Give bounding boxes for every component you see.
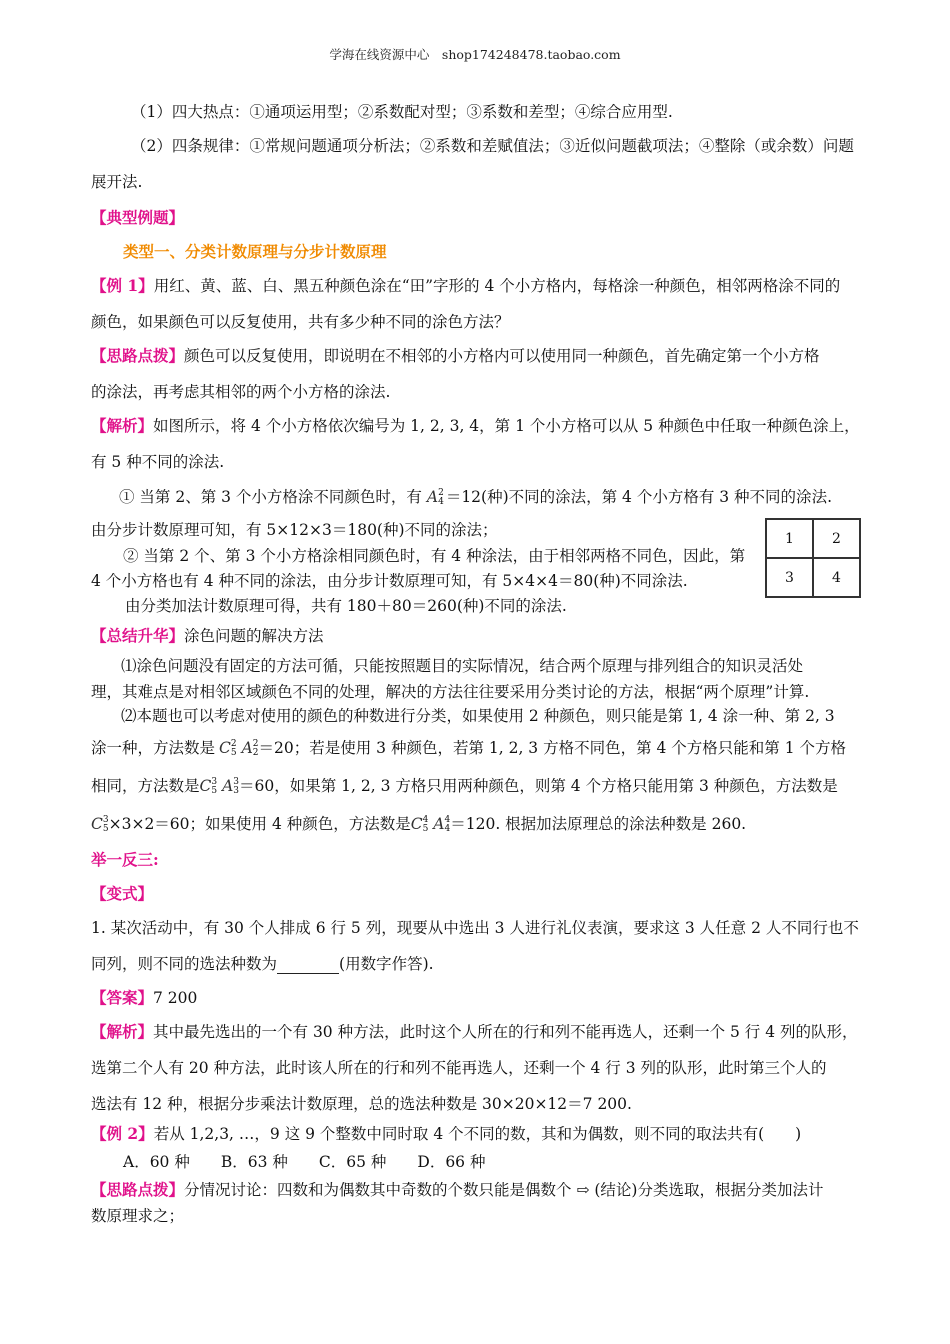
hint-tag: 【思路点拨】 xyxy=(91,346,185,365)
solution-tag: 【解析】 xyxy=(91,1022,154,1041)
summary-2: ⑵本题也可以考虑对使用的颜色的种数进行分类，如果使用 2 种颜色，则只能是第 1, 4 涂一种、第 2, 3 xyxy=(121,707,835,725)
solution-2-cont: 选法有 12 种，根据分步乘法计数原理，总的选法种数是 30×20×12＝7 200. xyxy=(91,1095,632,1113)
hint-1: 【思路点拨】颜色可以反复使用，即说明在不相邻的小方格内可以使用同一种颜色，首先确定第一个小方格 xyxy=(91,346,820,365)
section-title: 【典型例题】 xyxy=(91,208,185,227)
example-tag: 【例 1】 xyxy=(91,276,154,295)
case-2: ② 当第 2 个、第 3 个小方格涂相同颜色时，有 4 种涂法，由于相邻两格不同色，因此，第 xyxy=(123,547,746,565)
practice-heading: 举一反三: xyxy=(91,850,159,869)
solution-2-cont: 选第二个人有 20 种方法，此时该人所在的行和列不能再选人，还剩一个 4 行 3 列的队形，此时第三个人的 xyxy=(91,1059,827,1077)
summary-2-b: 涂一种，方法数是 C 2 5 A 2 2 ＝20；若是使用 3 种颜色，若第 1, 2, 3 方格不同色，第 4 个方格只能和第 1 个方格 xyxy=(91,739,847,758)
hint-tag: 【思路点拨】 xyxy=(91,1180,185,1199)
example-tag: 【例 2】 xyxy=(91,1124,154,1143)
paragraph: （2）四条规律：①常规问题通项分析法；②系数和差赋值法；③近似问题截项法；④整除（或余数）问题 xyxy=(131,137,854,155)
summary-2-d: C 3 5 ×3×2＝60；如果使用 4 种颜色，方法数是C 4 5 A 4 4 ＝120. 根据加法原理总的涂法种数是 260. xyxy=(91,815,747,834)
summary-tag: 【总结升华】 xyxy=(91,626,185,645)
question-1-cont: 同列，则不同的选法种数为 (用数字作答). xyxy=(91,955,434,973)
case-2-cont: 4 个小方格也有 4 种不同的涂法，由分步计数原理可知，有 5×4×4＝80(种)不同涂法. xyxy=(91,572,688,590)
grid-cell: 2 xyxy=(813,519,860,558)
paragraph: 展开法. xyxy=(91,173,143,191)
paragraph: （1）四大热点：①通项运用型；②系数配对型；③系数和差型；④综合应用型. xyxy=(131,103,673,121)
case-1: ① 当第 2、第 3 个小方格涂不同颜色时，有 A 2 4 ＝12(种)不同的涂法，第 4 个小方格有 3 种不同的涂法. xyxy=(119,488,832,507)
answer: 【答案】7 200 xyxy=(91,988,198,1007)
grid-cell: 4 xyxy=(813,558,860,597)
grid-figure xyxy=(765,518,861,598)
summary-2-c: 相同，方法数是C 3 5 A 3 3 ＝60，如果第 1, 2, 3 方格只用两种颜色，则第 4 个方格只能用第 3 种颜色，方法数是 xyxy=(91,777,838,796)
variant-heading: 【变式】 xyxy=(91,884,154,903)
example-1: 【例 1】用红、黄、蓝、白、黑五种颜色涂在“田”字形的 4 个小方格内，每格涂一种颜色，相邻两格涂不同的 xyxy=(91,276,841,295)
hint-2: 【思路点拨】分情况讨论：四数和为偶数其中奇数的个数只能是偶数个 ⇨ (结论)分类选取，根据分类加法计 xyxy=(91,1180,824,1199)
solution-1: 【解析】如图所示，将 4 个小方格依次编号为 1, 2, 3, 4，第 1 个小方格可以从 5 种颜色中任取一种颜色涂上， xyxy=(91,416,860,435)
type-heading: 类型一、分类计数原理与分步计数原理 xyxy=(123,242,387,261)
solution-tag: 【解析】 xyxy=(91,416,154,435)
summary-1: ⑴涂色问题没有固定的方法可循，只能按照题目的实际情况，结合两个原理与排列组合的知识灵活处 xyxy=(121,657,804,675)
conclusion: 由分类加法计数原理可得，共有 180＋80＝260(种)不同的涂法. xyxy=(125,597,567,615)
example-2: 【例 2】若从 1,2,3, …，9 这 9 个整数中同时取 4 个不同的数，其和为偶数，则不同的取法共有( ) xyxy=(91,1124,802,1143)
question-1: 1. 某次活动中，有 30 个人排成 6 行 5 列，现要从中选出 3 人进行礼仪表演，要求这 3 人任意 2 人不同行也不 xyxy=(91,919,859,937)
answer-blank xyxy=(277,959,339,974)
grid-cell: 3 xyxy=(766,558,813,597)
example-1-cont: 颜色，如果颜色可以反复使用，共有多少种不同的涂色方法？ xyxy=(91,313,510,331)
example-2-options: A．60 种 B．63 种 C．65 种 D．66 种 xyxy=(123,1153,486,1171)
case-1-cont: 由分步计数原理可知，有 5×12×3＝180(种)不同的涂法； xyxy=(91,521,498,539)
hint-2-cont: 数原理求之； xyxy=(91,1207,185,1225)
hint-1-cont: 的涂法，再考虑其相邻的两个小方格的涂法. xyxy=(91,383,391,401)
grid-cell: 1 xyxy=(766,519,813,558)
solution-2: 【解析】其中最先选出的一个有 30 种方法，此时这个人所在的行和列不能再选人，还剩一个 5 行 4 列的队形， xyxy=(91,1022,858,1041)
answer-tag: 【答案】 xyxy=(91,988,154,1007)
page-header: 学海在线资源中心 shop174248478.taobao.com xyxy=(329,47,621,62)
summary-1-cont: 理，其难点是对相邻区域颜色不同的处理，解决的方法往往要采用分类讨论的方法，根据“两个原理”计算. xyxy=(91,683,810,701)
summary: 【总结升华】涂色问题的解决方法 xyxy=(91,626,324,645)
solution-1-cont: 有 5 种不同的涂法. xyxy=(91,453,225,471)
